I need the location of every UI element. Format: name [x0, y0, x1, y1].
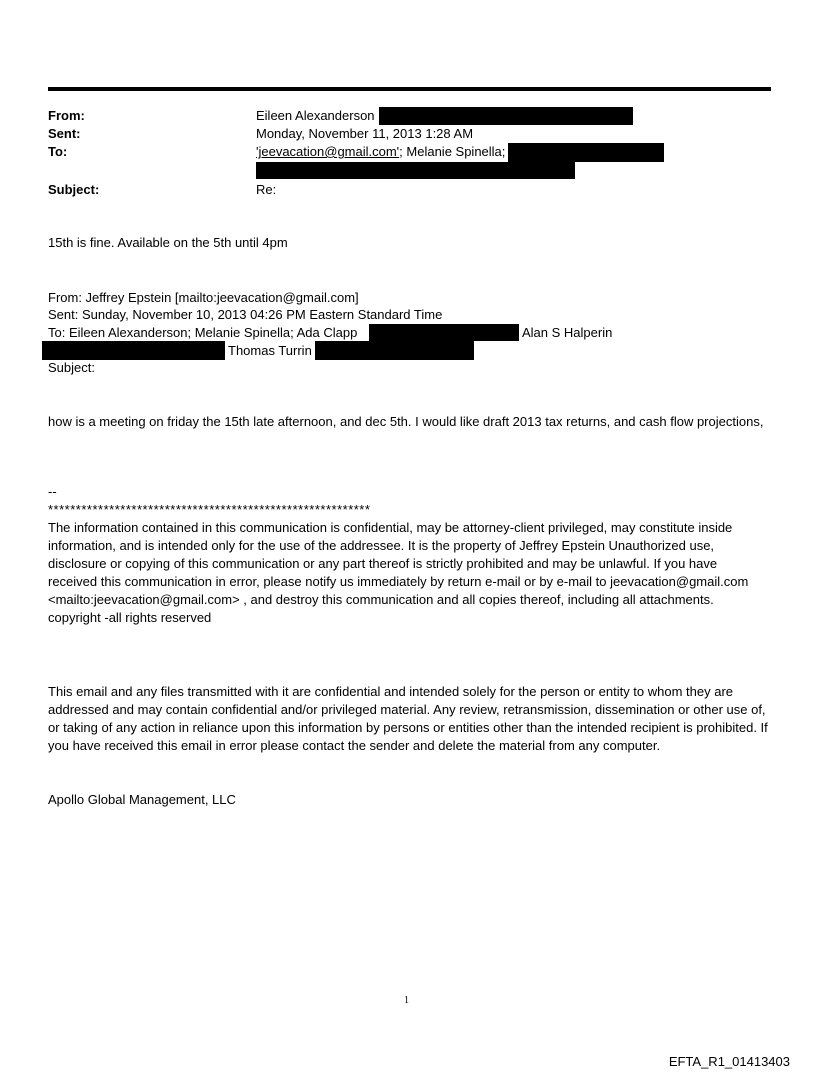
- signature-stars: **********************************************************: [48, 502, 371, 517]
- company-name: Apollo Global Management, LLC: [48, 792, 236, 807]
- reply-body: 15th is fine. Available on the 5th until 4pm: [48, 235, 288, 250]
- header-rule: [48, 87, 771, 91]
- subject-value: Re:: [256, 182, 277, 197]
- redaction-block: [508, 143, 664, 162]
- quoted-to: To: Eileen Alexanderson; Melanie Spinella; Ada Clapp: [48, 325, 358, 340]
- redaction-block: [256, 162, 575, 179]
- to-value: [256, 144, 505, 159]
- from-value: Eileen Alexanderson: [256, 108, 375, 123]
- to-label: To:: [48, 144, 68, 159]
- redaction-block: [42, 341, 225, 360]
- redaction-block: [379, 107, 633, 125]
- redaction-block: [369, 324, 519, 341]
- subject-label: Subject:: [48, 182, 100, 197]
- quoted-from: From: Jeffrey Epstein [mailto:jeevacation@gmail.com]: [48, 290, 359, 305]
- quoted-sent: Sent: Sunday, November 10, 2013 04:26 PM Eastern Standard Time: [48, 307, 443, 322]
- page-number: 1: [404, 995, 409, 1006]
- quoted-body: how is a meeting on friday the 15th late afternoon, and dec 5th. I would like draft 2013 tax returns, and cash flow projections,: [48, 414, 764, 429]
- redaction-block: [315, 341, 474, 360]
- quoted-to-halperin: Alan S Halperin: [522, 325, 613, 340]
- quoted-to-turrin: Thomas Turrin: [228, 343, 312, 358]
- email-footer-notice: This email and any files transmitted with it are confidential and intended solely for the person or entity to whom they are addressed and may contain confidential and/or privileged material. Any review, retransmission, dissemination or other use of, or taking of any action in reliance upon this information by persons or entities other than the intended recipient is prohibited. If you have received this email in error please contact the sender and delete the material from any computer.: [48, 684, 768, 753]
- sent-label: Sent:: [48, 126, 81, 141]
- quoted-subject: Subject:: [48, 360, 95, 375]
- from-label: From:: [48, 108, 85, 123]
- document-id: EFTA_R1_01413403: [668, 1054, 790, 1069]
- signature-dashes: --: [48, 484, 57, 499]
- to-email-link[interactable]: 'jeevacation@gmail.com': [256, 144, 400, 159]
- to-recipients: ; Melanie Spinella;: [399, 144, 506, 159]
- sent-value: Monday, November 11, 2013 1:28 AM: [256, 126, 474, 141]
- confidentiality-disclaimer: The information contained in this communication is confidential, may be attorney-client privileged, may constitute inside information, and is intended only for the use of the addressee. It is the property of Jeffrey Epstein Unauthorized use, disclosure or copying of this communication or any part thereof is strictly prohibited and may be unlawful. If you have received this communication in error, please notify us immediately by return e-mail or by e-mail to jeevacation@gmail.com <mailto:jeevacation@gmail.com> , and destroy this communication and all copies thereof, including all attachments. copyright -all rights reserved: [48, 520, 749, 625]
